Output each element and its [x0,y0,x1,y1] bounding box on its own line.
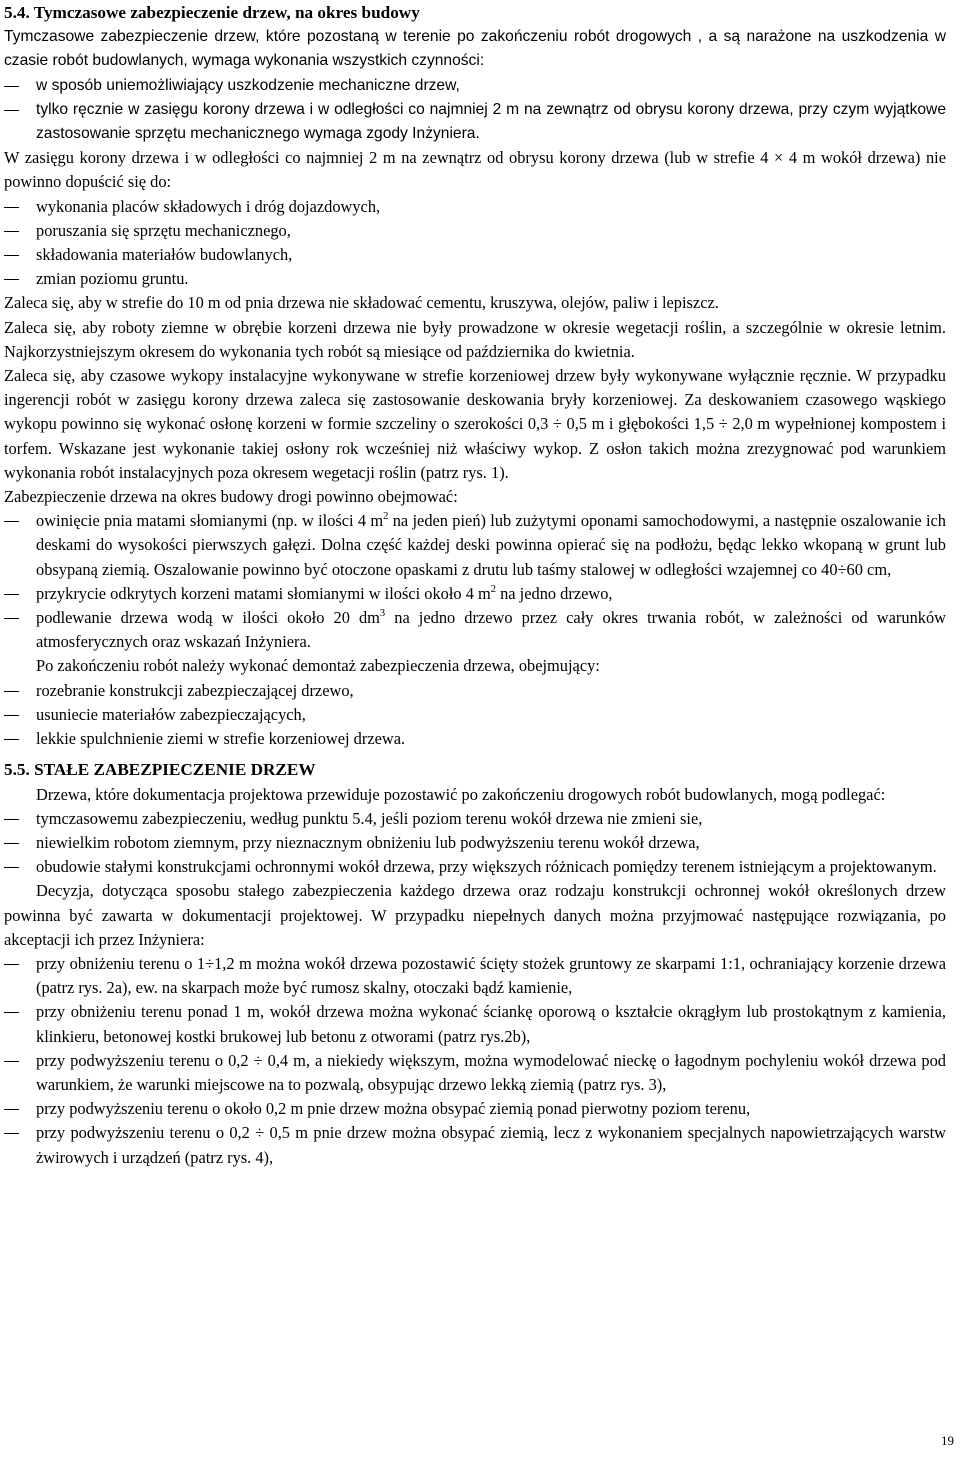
list-item-text: owinięcie pnia matami słomianymi (np. w ilości 4 m [36,511,384,531]
superscript: 3 [379,608,386,620]
list-item: wykonania placów składowych i dróg dojazdowych, [4,195,946,219]
list-item [4,606,946,654]
list-item: przy obniżeniu terenu ponad 1 m, wokół drzewa można wykonać ściankę oporową o kształcie okrągłym lub prostokątnym z kamienia, klinkieru, betonowej kostki brukowej lub betonu z otworami (patrz rys.2b), [4,1000,946,1048]
paragraph-decyzja: Decyzja, dotycząca sposobu stałego zabezpieczenia każdego drzewa oraz rodzaju konstrukcji ochronnej wokół określonych drzew powinna być zawarta w dokumentacji projektowej. W przypadku niepełnych danych można przyjmować następujące rozwiązania, po akceptacji ich przez Inżyniera: [4,881,946,949]
paragraph-obejmowac: Zabezpieczenie drzewa na okres budowy drogi powinno obejmować: [4,487,458,507]
list-item [4,582,946,606]
section-5-4-list-2 [4,195,946,292]
list-item: w sposób uniemożliwiający uszkodzenie mechaniczne drzew, [4,74,946,98]
list-item: tylko ręcznie w zasięgu korony drzewa i w odległości co najmniej 2 m na zewnątrz od obrysu korony drzewa, przy czym wyjątkowe zastosowanie sprzętu mechanicznego wymaga zgody Inżyniera. [4,98,946,146]
superscript: 2 [490,583,496,595]
list-item: poruszania się sprzętu mechanicznego, [4,219,946,243]
section-5-4-list-4 [4,679,946,752]
section-5-4-list-1 [4,74,946,147]
paragraph-zasieg-korony: W zasięgu korony drzewa i w odległości co najmniej 2 m na zewnątrz od obrysu korony drzewa (lub w strefie 4 × 4 m wokół drzewa) nie powinno dopuścić się do: [4,148,946,192]
paragraph-wykopy: Zaleca się, aby czasowe wykopy instalacyjne wykonywane w strefie korzeniowej drzew były wykonywane wyłącznie ręcznie. W przypadku ingerencji robót w zasięgu korony drzewa zaleca się zastosowanie deskowania bryły korzeniowej. Za deskowaniem czasowego wąskiego wykopu powinno się wykonać osłonę korzeni w formie szczeliny o szerokości 0,3 ÷ 0,5 m i głębokości 1,5 ÷ 2,0 m wypełnionej kompostem i torfem. Wskazane jest wykonanie takiej osłony rok wcześniej niż właściwy wykop. Z osłon takich można zrezygnować pod warunkiem wykonania robót instalacyjnych poza okresem wegetacji roślin (patrz rys. 1). [4,366,946,482]
section-5-4-intro: Tymczasowe zabezpieczenie drzew, które pozostaną w terenie po zakończeniu robót drogowych , a są narażone na uszkodzenia w czasie robót budowlanych, wymaga wykonania wszystkich czynności: [4,28,946,70]
paragraph-roboty-ziemne: Zaleca się, aby roboty ziemne w obrębie korzeni drzewa nie były prowadzone w okresie wegetacji roślin, a szczególnie w okresie letnim. Najkorzystniejszym okresem do wykonania tych robót są miesiące od października do kwietnia. [4,317,946,361]
list-item [4,509,946,582]
list-item: niewielkim robotom ziemnym, przy nieznacznym obniżeniu lub podwyższeniu terenu wokół drzewa, [4,831,946,855]
section-5-5-list-1 [4,807,946,880]
paragraph-strefa-10m: Zaleca się, aby w strefie do 10 m od pnia drzewa nie składować cementu, kruszywa, olejów, paliw i lepiszcz. [4,293,719,313]
list-item-text: na jedno drzewo przez cały okres trwania robót, w zależności od warunków atmosferycznych oraz wskazań Inżyniera. [36,608,946,652]
section-5-4-heading: 5.4. Tymczasowe zabezpieczenie drzew, na okres budowy [4,3,420,22]
list-item: obudowie stałymi konstrukcjami ochronnymi wokół drzewa, przy większych różnicach pomiędzy terenem istniejącym a projektowanym. [4,855,946,879]
list-item: przy podwyższeniu terenu o 0,2 ÷ 0,4 m, a niekiedy większym, można wymodelować nieckę o łagodnym pochyleniu wokół drzewa pod warunkiem, że warunki miejscowe na to pozwalą, obsypując drzewo lekką ziemią (patrz rys. 3), [4,1049,946,1097]
list-item: przy obniżeniu terenu o 1÷1,2 m można wokół drzewa pozostawić ścięty stożek gruntowy ze skarpami 1:1, ochraniający korzenie drzewa (patrz rys. 2a), ew. na skarpach może być rumosz skalny, otoczaki bądź kamienie, [4,952,946,1000]
superscript: 2 [383,511,389,523]
section-5-4-list-3 [4,509,946,654]
list-item: lekkie spulchnienie ziemi w strefie korzeniowej drzewa. [4,727,946,751]
section-5-5-intro: Drzewa, które dokumentacja projektowa przewiduje pozostawić po zakończeniu drogowych robót budowlanych, mogą podlegać: [36,784,886,804]
list-item: zmian poziomu gruntu. [4,267,946,291]
list-item-text: na jedno drzewo, [496,583,613,603]
list-item: tymczasowemu zabezpieczeniu, według punktu 5.4, jeśli poziom terenu wokół drzewa nie zmieni sie, [4,807,946,831]
list-item: rozebranie konstrukcji zabezpieczającej drzewo, [4,679,946,703]
paragraph-demontaz: Po zakończeniu robót należy wykonać demontaż zabezpieczenia drzewa, obejmujący: [36,656,600,676]
list-item: składowania materiałów budowlanych, [4,243,946,267]
list-item: usuniecie materiałów zabezpieczających, [4,703,946,727]
list-item: przy podwyższeniu terenu o 0,2 ÷ 0,5 m pnie drzew można obsypać ziemią, lecz z wykonaniem specjalnych napowietrzających warstw żwirowych i urządzeń (patrz rys. 4), [4,1121,946,1169]
list-item: przy podwyższeniu terenu o około 0,2 m pnie drzew można obsypać ziemią ponad pierwotny poziom terenu, [4,1097,946,1121]
section-5-5-heading: 5.5. STAŁE ZABEZPIECZENIE DRZEW [4,760,316,780]
section-5-5-list-2 [4,952,946,1170]
list-item-text: przykrycie odkrytych korzeni matami słomianymi w ilości około 4 m [36,583,491,603]
page-number: 19 [941,1433,954,1448]
document-page [4,1,946,1170]
list-item-text: na jeden pień) lub zużytymi oponami samochodowymi, a następnie oszalowanie ich deskami do wysokości pierwszych gałęzi. Dolna część każdej deski powinna opierać się na podłożu, będąc lekko wkopaną w grunt lub obsypaną ziemią. Oszalowanie powinno być otoczone opaskami z drutu lub taśmy stalowej w odległości wzajemnej co 40÷60 cm, [36,511,946,579]
list-item-text: podlewanie drzewa wodą w ilości około 20 dm [36,608,380,628]
